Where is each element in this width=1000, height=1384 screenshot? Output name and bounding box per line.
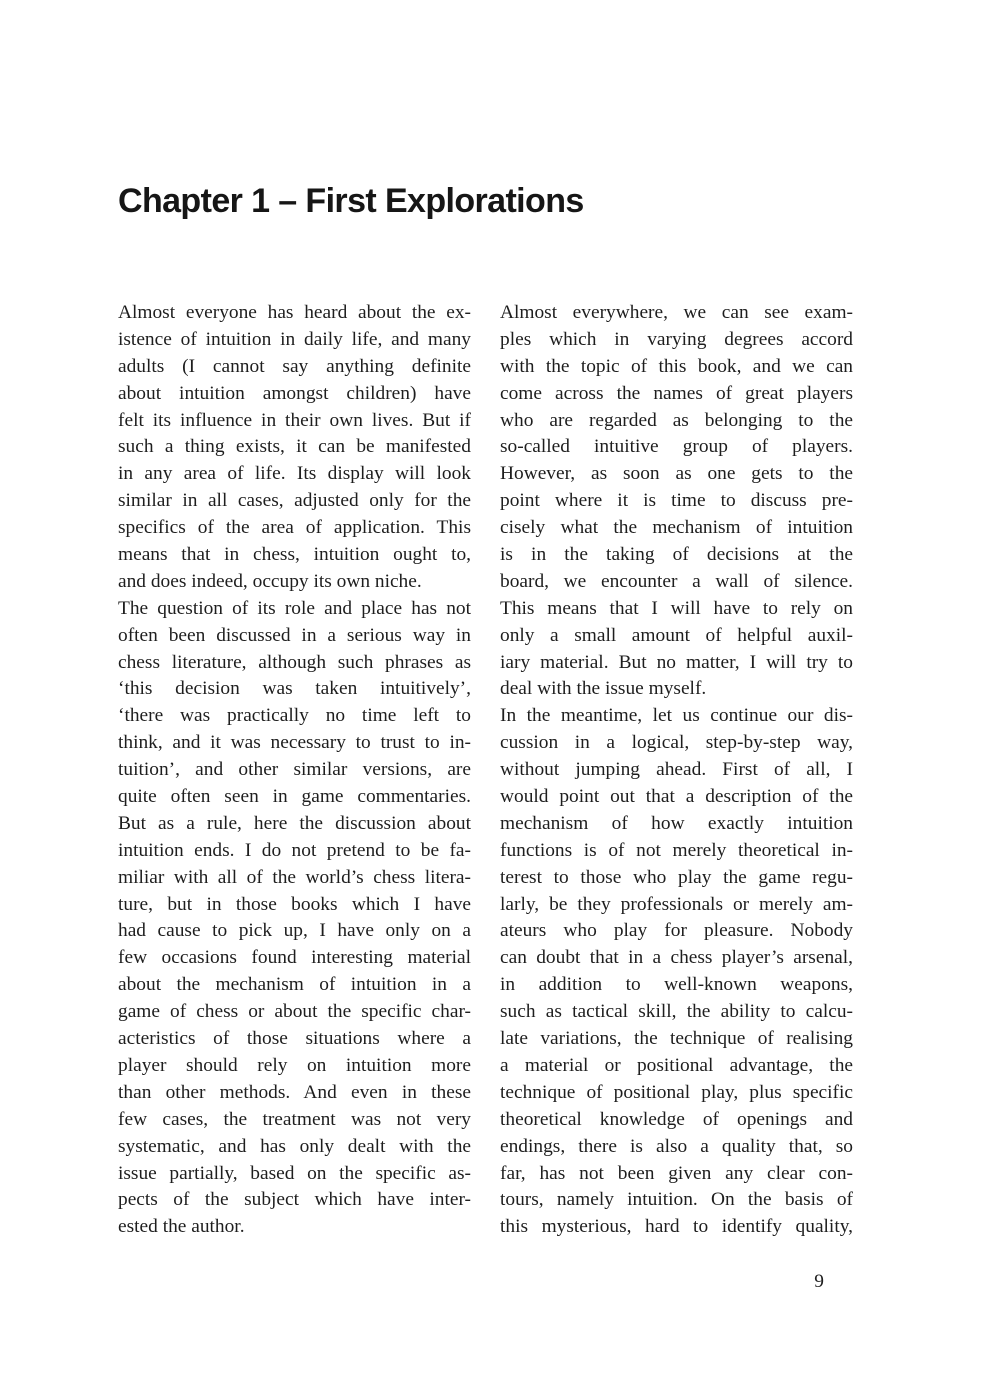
chapter-title: Chapter 1 – First Explorations (118, 182, 584, 220)
text-line: far, has not been given any clear con- (500, 1162, 853, 1184)
text-line: This means that I will have to rely on (500, 597, 853, 619)
text-line: larly, be they professionals or merely am- (500, 893, 853, 915)
text-line: means that in chess, intuition ought to, (118, 544, 471, 566)
text-line: The question of its role and place has not (118, 597, 471, 619)
text-line: mechanism of how exactly intuition (500, 812, 853, 834)
text-line: in any area of life. Its display will look (118, 463, 471, 485)
text-line: cussion in a logical, step-by-step way, (500, 732, 853, 754)
text-line: point where it is time to discuss pre- (500, 490, 853, 512)
text-line: few occasions found interesting material (118, 947, 471, 969)
text-line: tours, namely intuition. On the basis of (500, 1189, 853, 1211)
text-line: board, we encounter a wall of silence. (500, 570, 853, 592)
text-line: ‘this decision was taken intuitively’, (118, 678, 471, 700)
text-line: istence of intuition in daily life, and many (118, 328, 471, 350)
text-line: felt its influence in their own lives. But if (118, 409, 471, 431)
text-line: iary material. But no matter, I will try to (500, 651, 853, 673)
text-line: miliar with all of the world’s chess litera- (118, 866, 471, 888)
text-line: than other methods. And even in these (118, 1081, 471, 1103)
text-line: few cases, the treatment was not very (118, 1108, 471, 1130)
text-line: such a thing exists, it can be manifested (118, 436, 471, 458)
text-line: only a small amount of helpful auxil- (500, 624, 853, 646)
text-line: issue partially, based on the specific as- (118, 1162, 471, 1184)
text-line: ‘there was practically no time left to (118, 705, 471, 727)
text-line: and does indeed, occupy its own niche. (118, 570, 422, 592)
text-line: pects of the subject which have inter- (118, 1189, 471, 1211)
text-line: about intuition amongst children) have (118, 382, 471, 404)
text-line: similar in all cases, adjusted only for the (118, 490, 471, 512)
text-line: In the meantime, let us continue our dis- (500, 705, 853, 727)
text-line: such as tactical skill, the ability to calcu- (500, 1001, 853, 1023)
text-line: terest to those who play the game regu- (500, 866, 853, 888)
text-line: late variations, the technique of realising (500, 1028, 853, 1050)
text-line: think, and it was necessary to trust to in- (118, 732, 471, 754)
text-line: this mysterious, hard to identify quality, (500, 1216, 853, 1238)
text-line: But as a rule, here the discussion about (118, 812, 471, 834)
text-line: specifics of the area of application. This (118, 517, 471, 539)
right-text-column (500, 300, 853, 1241)
text-line: cisely what the mechanism of intuition (500, 517, 853, 539)
text-line: technique of positional play, plus specific (500, 1081, 853, 1103)
text-line: come across the names of great players (500, 382, 853, 404)
text-line: intuition ends. I do not pretend to be fa- (118, 839, 471, 861)
text-line: a material or positional advantage, the (500, 1054, 853, 1076)
text-line: in addition to well-known weapons, (500, 974, 853, 996)
text-line: However, as soon as one gets to the (500, 463, 853, 485)
text-line: game of chess or about the specific char- (118, 1001, 471, 1023)
text-line: Almost everyone has heard about the ex- (118, 302, 471, 323)
page-number: 9 (814, 1271, 824, 1292)
text-line: ples which in varying degrees accord (500, 328, 853, 350)
text-line: can doubt that in a chess player’s arsenal, (500, 947, 853, 969)
text-line: is in the taking of decisions at the (500, 544, 853, 566)
text-line: chess literature, although such phrases as (118, 651, 471, 673)
text-line: ested the author. (118, 1216, 245, 1238)
text-line: Almost everywhere, we can see exam- (500, 302, 853, 323)
text-line: who are regarded as belonging to the (500, 409, 853, 431)
text-line: player should rely on intuition more (118, 1054, 471, 1076)
text-line: without jumping ahead. First of all, I (500, 759, 853, 781)
text-line: quite often seen in game commentaries. (118, 786, 471, 808)
text-line: deal with the issue myself. (500, 678, 707, 700)
text-line: acteristics of those situations where a (118, 1028, 471, 1050)
text-line: adults (I cannot say anything definite (118, 355, 471, 377)
text-line: ture, but in those books which I have (118, 893, 471, 915)
text-line: endings, there is also a quality that, so (500, 1135, 853, 1157)
text-line: had cause to pick up, I have only on a (118, 920, 471, 942)
text-line: theoretical knowledge of openings and (500, 1108, 853, 1130)
text-line: functions is of not merely theoretical in- (500, 839, 853, 861)
text-line: tuition’, and other similar versions, are (118, 759, 471, 781)
text-line: about the mechanism of intuition in a (118, 974, 471, 996)
text-line: systematic, and has only dealt with the (118, 1135, 471, 1157)
text-line: so-called intuitive group of players. (500, 436, 853, 458)
text-line: would point out that a description of the (500, 786, 853, 808)
text-line: ateurs who play for pleasure. Nobody (500, 920, 853, 942)
left-text-column (118, 300, 471, 1241)
text-line: with the topic of this book, and we can (500, 355, 853, 377)
text-line: often been discussed in a serious way in (118, 624, 471, 646)
